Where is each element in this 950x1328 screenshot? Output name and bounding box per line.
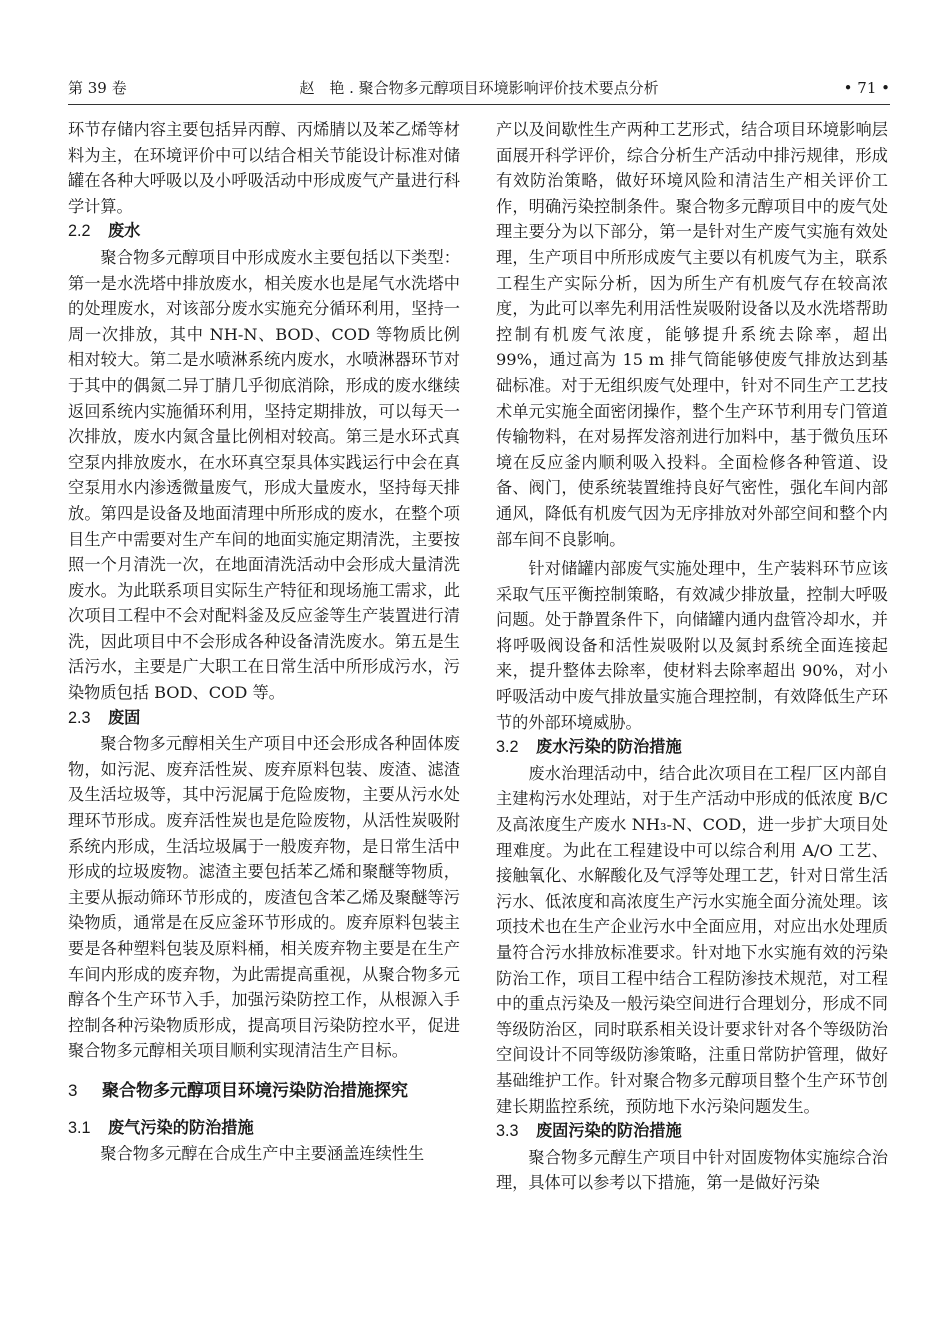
volume-label: 第 39 卷 bbox=[68, 79, 127, 97]
section-title: 废固 bbox=[108, 708, 141, 727]
section-heading-3-2 bbox=[496, 735, 888, 761]
section-number: 3.3 bbox=[496, 1122, 519, 1141]
paragraph-exhaust-continued: 产以及间歇性生产两种工艺形式，结合项目环境影响层面展开科学评价，综合分析生产活动中排污规律，形成有效防治策略，做好环境风险和清洁生产相关评价工作，明确污染控制条件。聚合物多元醇项目中的废气处理主要分为以下部分，第一是针对生产废气实施有效处理，生产项目中所形成废气主要以有机废气为主，联系工程生产实际分析，因为所生产有机废气存在较高浓度，为此可以率先利用活性炭吸附设备以及水洗塔帮助控制有机废气浓度，能够提升系统去除率，超出 99%，通过高为 15 m 排气筒能够使废气排放达到基础标准。对于无组织废气处理中，针对不同生产工艺技术单元实施全面密闭操作，整个生产环节利用专门管道传输物料，在对易挥发溶剂进行加料中，基于微负压环境在反应釜内顺利吸入投料。全面检修各种管道、设备、阀门，使系统装置维持良好气密性，强化车间内部通风，降低有机废气因为无序排放对外部空间和整个内部车间不良影响。 bbox=[496, 120, 888, 549]
section-number: 3.1 bbox=[68, 1118, 91, 1137]
running-header bbox=[68, 76, 890, 100]
section-title: 聚合物多元醇项目环境污染防治措施探究 bbox=[102, 1080, 408, 1100]
section-heading-3 bbox=[68, 1078, 460, 1104]
paragraph-wastewater-control: 废水治理活动中，结合此次项目在工程厂区内部自主建构污水处理站，对于生产活动中形成的低浓度 B/C 及高浓度生产废水 NH₃-N、COD，进一步扩大项目处理难度。为此在工程建设中可以综合利用 A/O 工艺、接触氧化、水解酸化及气浮等处理工艺，针对日常生活污水、低浓度和高浓度生产污水实施全面分流处理。该项技术也在生产企业污水中全面应用，对应出水处理质量符合污水排放标准要求。针对地下水实施有效的污染防治工作，项目工程中结合工程防渗技术规范，对工程中的重点污染及一般污染空间进行合理划分，形成不同等级防治区，同时联系相关设计要求针对各个等级防治空间设计不同等级防渗策略，注重日常防护管理，做好基础维护工作。针对聚合物多元醇项目整个生产环节创建长期监控系统，预防地下水污染问题发生。 bbox=[496, 763, 888, 1116]
section-number: 3.2 bbox=[496, 738, 519, 757]
paragraph-solid-waste: 聚合物多元醇相关生产项目中还会形成各种固体废物，如污泥、废弃活性炭、废弃原料包装、废渣、滤渣及生活垃圾等，其中污泥属于危险废物，主要从污水处理环节形成。废弃活性炭也是危险废物，从活性炭吸附系统内形成，生活垃圾属于一般废弃物，是日常生活中形成的垃圾废物。滤渣主要包括苯乙烯和聚醚等物质，主要从振动筛环节形成的，废渣包含苯乙烯及聚醚等污染物质，通常是在反应釜环节形成的。废弃原料包装主要是各种塑料包装及原料桶，相关废弃物主要是在生产车间内形成的废弃物，为此需提高重视，从聚合物多元醇各个生产环节入手，加强污染防控工作，从根源入手控制各种污染物质形成，提高项目污染防控水平，促进聚合物多元醇相关项目顺利实现清洁生产目标。 bbox=[68, 734, 460, 1061]
page-number: • 71 • bbox=[843, 79, 890, 97]
paragraph-intro: 环节存储内容主要包括异丙醇、丙烯腈以及苯乙烯等材料为主，在环境评价中可以结合相关节能设计标准对储罐在各种大呼吸以及小呼吸活动中形成废气产量进行科学计算。 bbox=[68, 120, 460, 216]
paragraph-exhaust-start: 聚合物多元醇在合成生产中主要涵盖连续性生 bbox=[100, 1144, 425, 1164]
header-rule bbox=[68, 104, 890, 105]
right-column bbox=[496, 117, 888, 1196]
section-title: 废固污染的防治措施 bbox=[536, 1122, 682, 1141]
section-number: 2.3 bbox=[68, 708, 91, 727]
section-heading-3-3 bbox=[496, 1119, 888, 1145]
section-title: 废水污染的防治措施 bbox=[536, 738, 682, 757]
section-heading-3-1 bbox=[68, 1116, 460, 1142]
section-title: 废水 bbox=[108, 222, 141, 241]
left-column bbox=[68, 117, 460, 1167]
paragraph-solid-waste-control: 聚合物多元醇生产项目中针对固废物体实施综合治理，具体可以参考以下措施，第一是做好污染 bbox=[496, 1147, 888, 1193]
paragraph-tank-exhaust: 针对储罐内部废气实施处理中，生产装料环节应该采取气压平衡控制策略，有效减少排放量，控制大呼吸问题。处于静置条件下，向储罐内通内盘管冷却水，并将呼吸阀设备和活性炭吸附以及氮封系统全面连接起来，提升整体去除率，使材料去除率超出 90%，对小呼吸活动中废气排放量实施合理控制，有效降低生产环节的外部环境威胁。 bbox=[496, 559, 888, 732]
section-number: 2.2 bbox=[68, 222, 91, 241]
section-heading-2-2 bbox=[68, 219, 460, 245]
section-number: 3 bbox=[68, 1080, 78, 1100]
section-title: 废气污染的防治措施 bbox=[108, 1118, 254, 1137]
section-heading-2-3 bbox=[68, 706, 460, 732]
paragraph-wastewater: 聚合物多元醇项目中形成废水主要包括以下类型：第一是水洗塔中排放废水，相关废水也是尾气水洗塔中的处理废水，对该部分废水实施充分循环利用，坚持一周一次排放，其中 NH-N、BOD、COD 等物质比例相对较大。第二是水喷淋系统内废水，水喷淋器环节对于其中的偶氮二异丁腈几乎彻底消除，形成的废水继续返回系统内实施循环利用，坚持定期排放，可以每天一次排放，废水内氮含量比例相对较高。第三是水环式真空泵内排放废水，在水环真空泵具体实践运行中会在真空泵用水内渗透微量废气，形成大量废水，坚持每天排放。第四是设备及地面清理中所形成的废水，在整个项目生产中需要对生产车间的地面实施定期清洗，主要按照一个月清洗一次，在地面清洗活动中会形成大量清洗废水。为此联系项目实际生产特征和现场施工需求，此次项目工程中不会对配料釜及反应釜等生产装置进行清洗，因此项目中不会形成各种设备清洗废水。第五是生活污水，主要是广大职工在日常生活中所形成污水，污染物质包括 BOD、COD 等。 bbox=[68, 247, 460, 703]
running-title: 赵 艳 . 聚合物多元醇项目环境影响评价技术要点分析 bbox=[299, 79, 659, 97]
